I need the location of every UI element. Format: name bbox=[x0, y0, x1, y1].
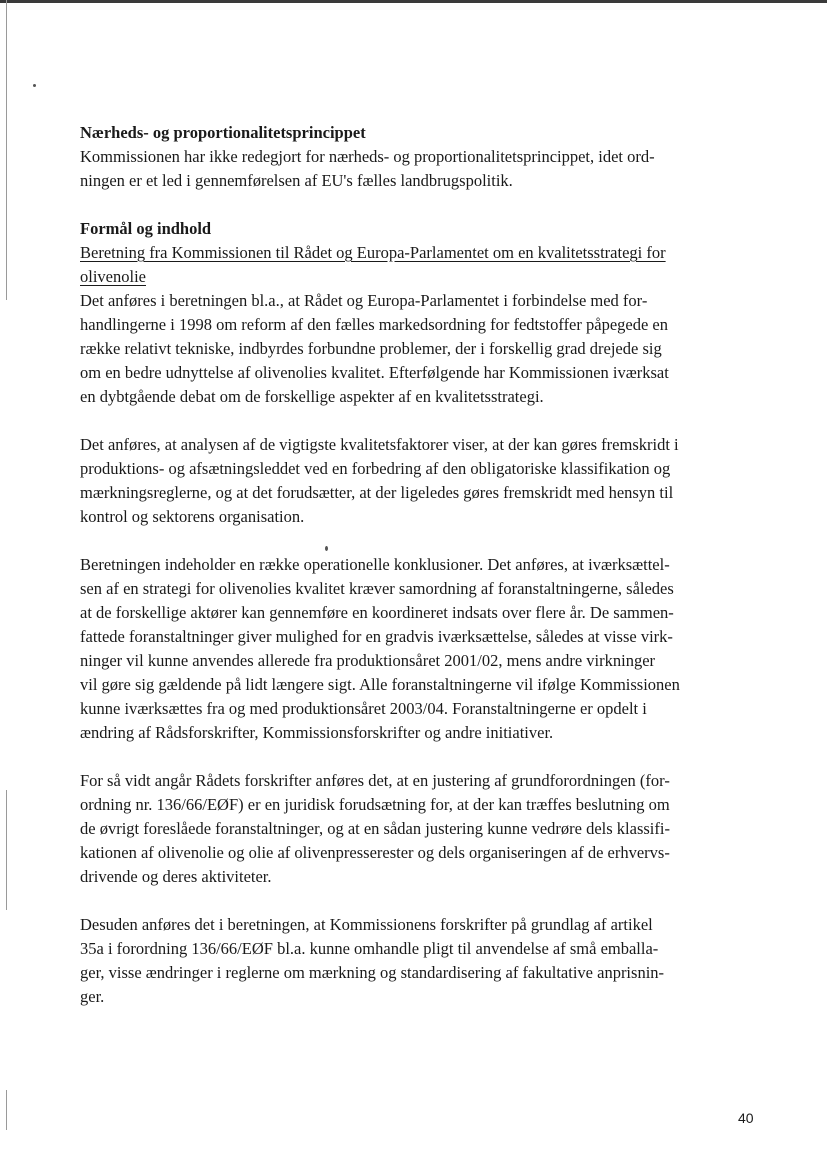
document-body bbox=[80, 121, 755, 1009]
left-scan-edge bbox=[6, 1090, 7, 1130]
paragraph: Det anføres i beretningen bl.a., at Rådet og Europa-Parlamentet i forbindelse med for- handlingerne i 1998 om reform af den fælles markedsordning for fedtstoffer påpegede en række relativt tekniske, indbyrdes forbundne problemer, der i forskellig grad drejede sig om en bedre udnyttelse af olivenolies kvalitet. Efterfølgende har Kommissionen iværksat en dybtgående debat om de forskellige aspekter af en kvalitetsstrategi. bbox=[80, 291, 669, 406]
page-number: 40 bbox=[738, 1110, 754, 1126]
section-heading: Formål og indhold bbox=[80, 219, 212, 238]
document-subtitle: Beretning fra Kommissionen til Rådet og Europa-Parlamentet om en kvalitetsstrategi for olivenolie bbox=[80, 243, 666, 286]
left-scan-edge bbox=[6, 0, 7, 300]
paragraph: Beretningen indeholder en række operationelle konklusioner. Det anføres, at iværksættel- sen af en strategi for olivenolies kvalitet kræver samordning af foranstaltningerne, således at de forskellige aktører kan gennemføre en koordineret indsats over flere år. De sammen- fattede foranstaltninger giver mulighed for en gradvis iværksættelse, således at visse virk- ninger vil kunne anvendes allerede fra produktionsåret 2001/02, mens andre virkninger vil gøre sig gældende på lidt længere sigt. Alle foranstaltningerne vil ifølge Kommissionen kunne iværksættes fra og med produktionsåret 2003/04. Foranstaltningerne er opdelt i ændring af Rådsforskrifter, Kommissionsforskrifter og andre initiativer. bbox=[80, 555, 680, 742]
section-subsidiarity bbox=[80, 121, 755, 193]
left-scan-edge bbox=[6, 790, 7, 910]
paragraph: For så vidt angår Rådets forskrifter anføres det, at en justering af grundforordningen (for- ordning nr. 136/66/EØF) er en juridisk forudsætning for, at der kan træffes beslutning om de øvrigt foreslåede foranstaltninger, og at en sådan justering kunne vedrøre dels klassifi- kationen af olivenolie og olie af olivenpresserester og dels organiseringen af de erhvervs- drivende og deres aktiviteter. bbox=[80, 771, 670, 886]
scan-speck bbox=[33, 84, 36, 87]
section-purpose-content bbox=[80, 217, 755, 1009]
top-scan-border bbox=[0, 0, 827, 5]
paragraph: Kommissionen har ikke redegjort for nærheds- og proportionalitetsprincippet, idet ord- ningen er et led i gennemførelsen af EU's fælles landbrugspolitik. bbox=[80, 147, 655, 190]
paragraph: Det anføres, at analysen af de vigtigste kvalitetsfaktorer viser, at der kan gøres fremskridt i produktions- og afsætningsleddet ved en forbedring af den obligatoriske klassifikation og mærkningsreglerne, og at det forudsætter, at der ligeledes gøres fremskridt med hensyn til kontrol og sektorens organisation. bbox=[80, 435, 679, 526]
section-heading: Nærheds- og proportionalitetsprincippet bbox=[80, 123, 366, 142]
paragraph: Desuden anføres det i beretningen, at Kommissionens forskrifter på grundlag af artikel 35a i forordning 136/66/EØF bl.a. kunne omhandle pligt til anvendelse af små emballa- ger, visse ændringer i reglerne om mærkning og standardisering af fakultative anprisnin- ger. bbox=[80, 915, 665, 1006]
